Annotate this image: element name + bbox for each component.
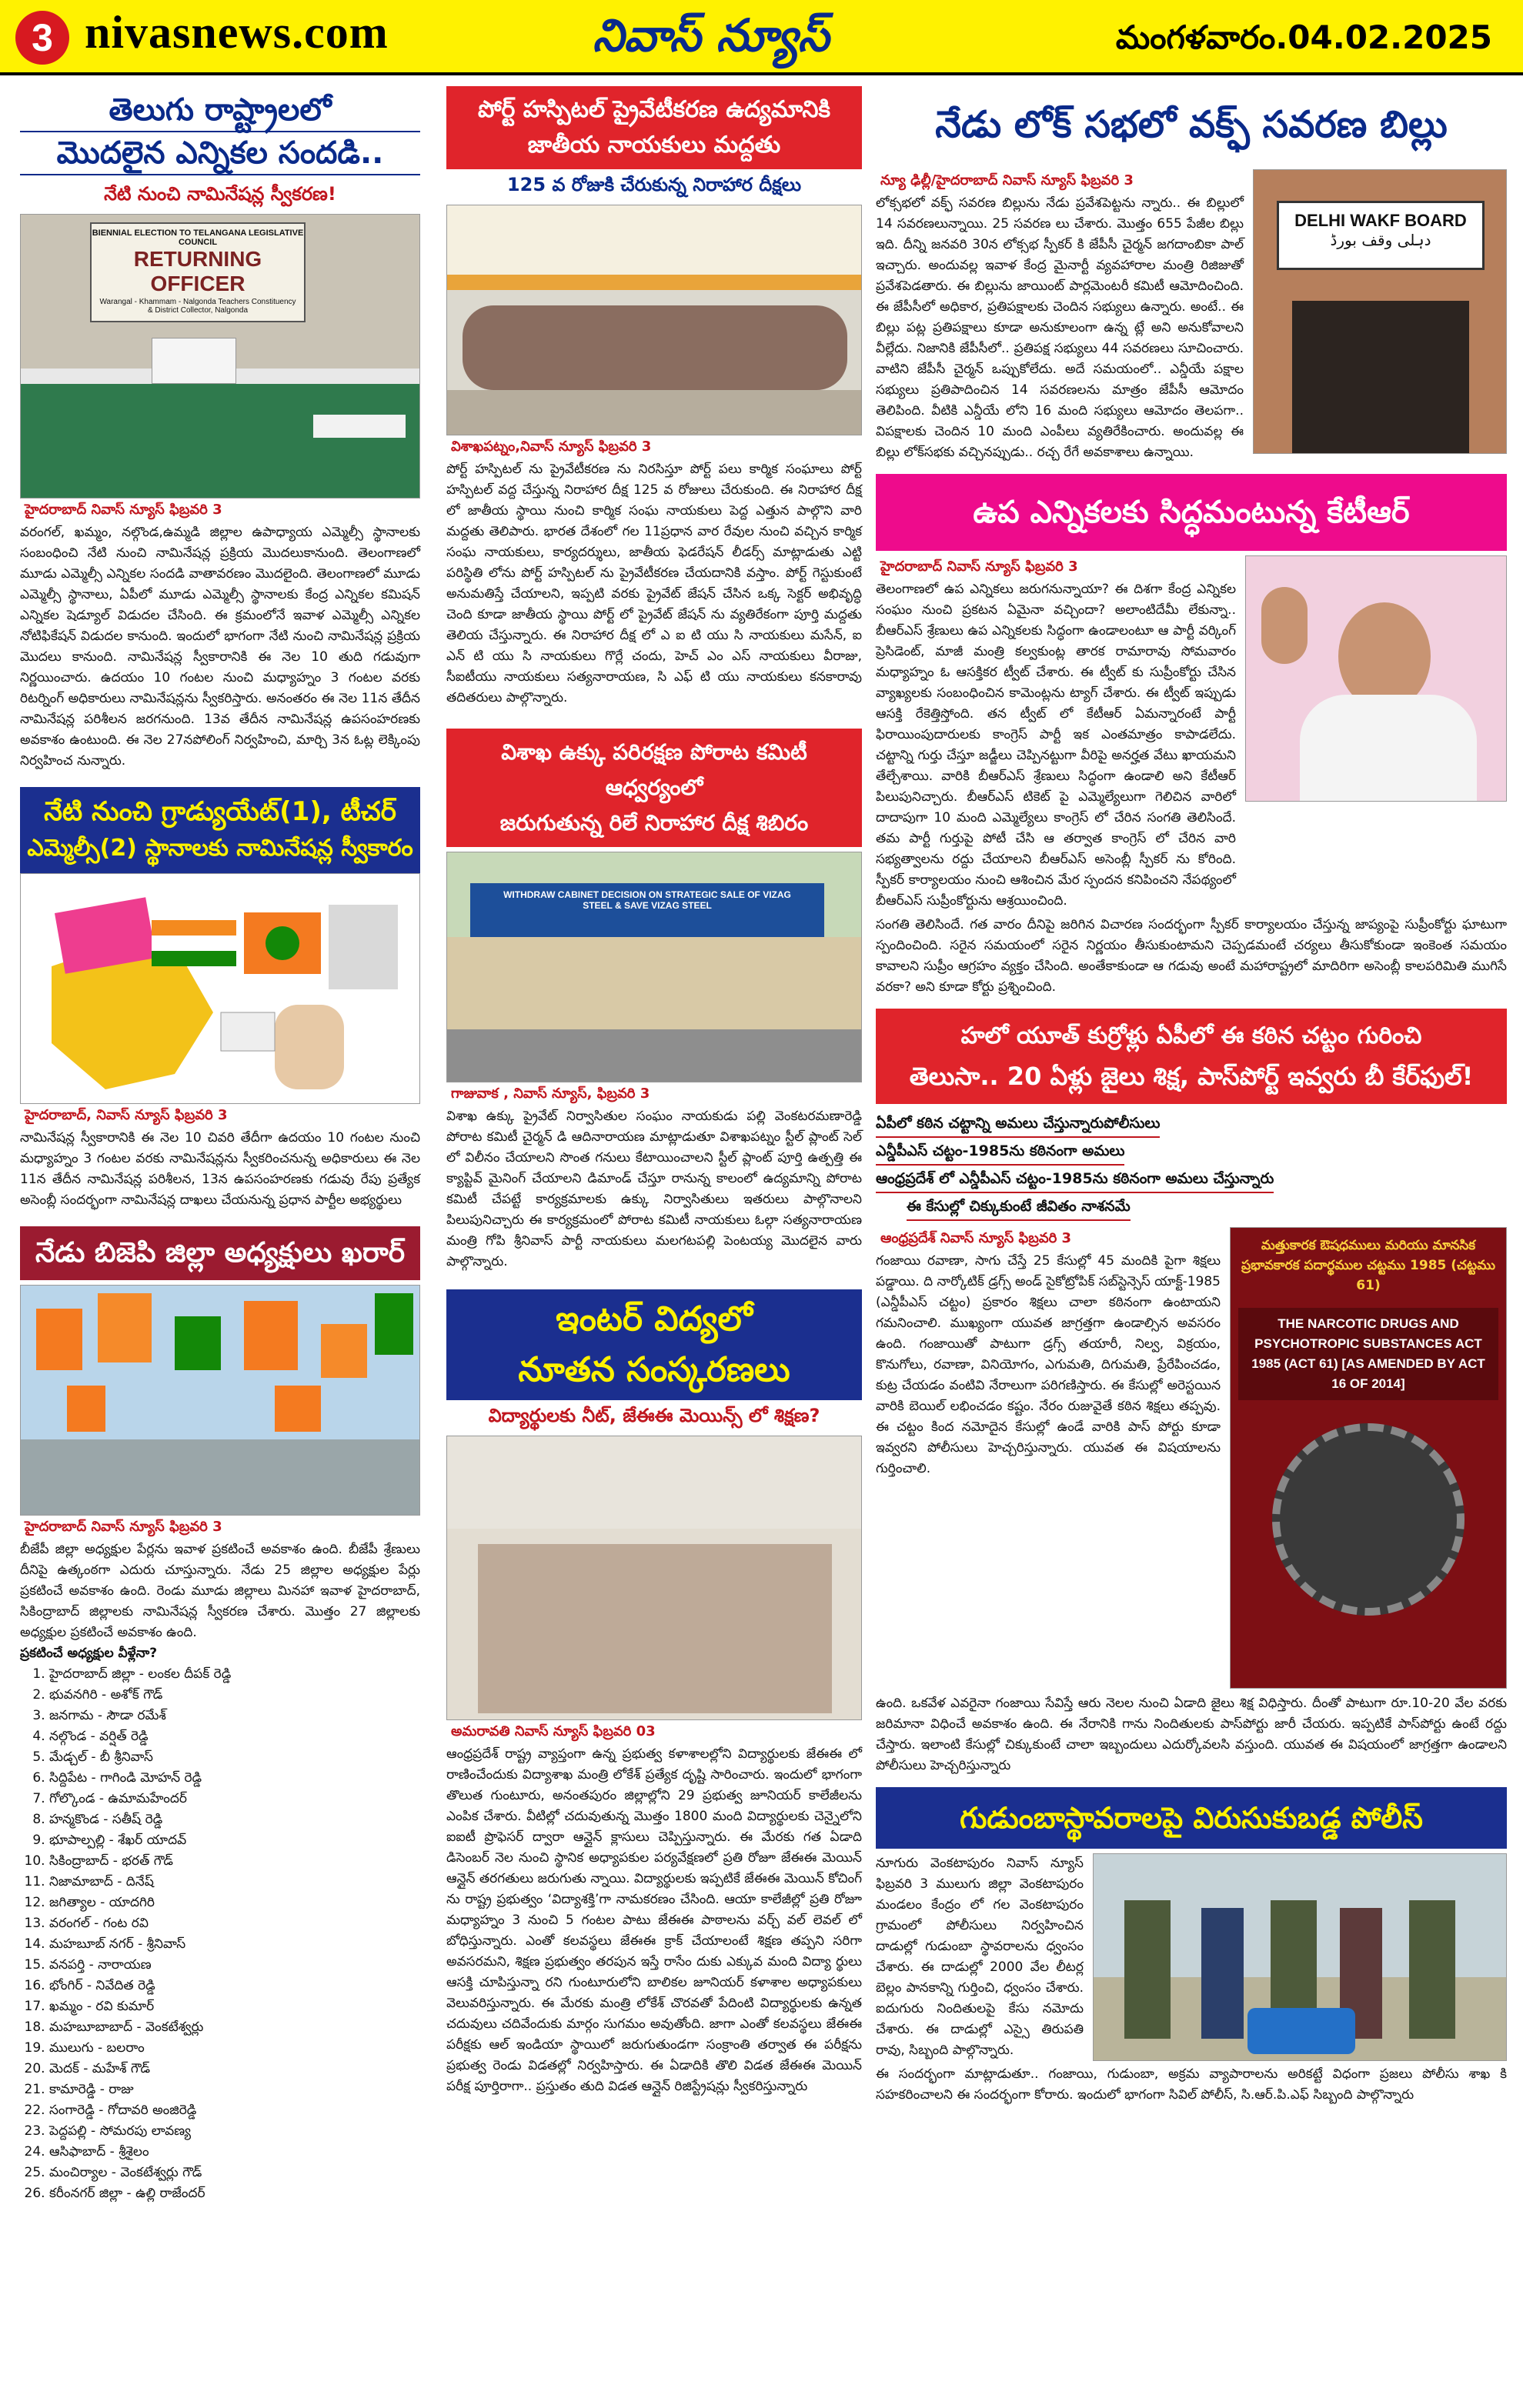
article-body: తెలంగాణలో ఉప ఎన్నికలు జరుగనున్నాయా? ఈ దిశగా కేంద్ర ఎన్నికల సంఘం నుంచి ప్రకటన ఏమైనా వచ్చిందా? అలాంటిదేమీ లేకున్నా.. బీఆర్ఎస్ శ్రేణులు ఉప ఎన్నికలకు సిద్ధంగా ఉండాలంటూ ఆ పార్టీ వర్కింగ్ ప్రెసిడెంట్, మాజీ మంత్రి కల్వకుంట్ల తారక రామారావు సోమవారం మధ్యాహ్నం ఓ ఆసక్తికర ట్వీట్ చేశారు. ఈ ట్వీట్ కు సుప్రీంకోర్టు చేసిన వ్యాఖ్యలకు సంబంధించిన కామెంట్లను ట్యాగ్ చేశారు. ఈ ట్వీట్ ఇప్పుడు ఆసక్తి రేకెత్తిస్తోంది. తన ట్వీట్ లో కేటీఆర్ ఏమన్నారంటే పార్టీ ఫిరాయింపుదారులకు కాంగ్రెస్ పార్టీ ఇక ఎంతమాత్రం కాపాడలేదు. చట్టాన్ని గుర్తు చేస్తూ జడ్జీలు చెప్పినట్టుగా వీరిపై అనర్హత వేటు ఖాయమని తేల్చేశాయి. వారికి బీఆర్ఎస్ శ్రేణులు సిద్ధంగా ఉండాలి అని కేటీఆర్ పిలుపునిచ్చారు. బీఆర్ఎస్ టికెట్ పై ఎమ్మెల్యేలుగా గెలిచిన వారిలో దాదాపుగా 10 మంది ఎమ్మెల్యేలు కాంగ్రెస్ లో చేరిన సంగతి తెలిసిందే. తమ పార్టీ గుర్తుపై పోటీ చేసి ఆ తర్వాత కాంగ్రెస్ లో చేరిన వారి సభ్యత్వాలను రద్దు చేయాలని బీఆర్ఎస్ అసెంబ్లీ స్పీకర్ ను కోరింది. స్పీకర్ కార్యాలయం నుంచి ఆశించిన మేర స్పందన కనిపించని నేపథ్యంలో బీఆర్ఎస్ సుప్రీంకోర్టును ఆశ్రయించింది. [876, 582, 1236, 909]
list-item: 24. ఆసిఫాబాద్ - శ్రీశైలం [49, 2142, 420, 2163]
subheadline: నేటి నుంచి నామినేషన్ల స్వీకరణ! [104, 183, 336, 205]
dateline: హైదరాబాద్ నివాస్ న్యూస్ ఫిబ్రవరి 3 [25, 1519, 222, 1535]
list-item: 14. మహబూబ్ నగర్ - శ్రీనివాస్ [49, 1934, 420, 1955]
headline-line: జరుగుతున్న రిలే నిరాహార దీక్ష శిబిరం [499, 810, 809, 835]
headline-line: ఎమ్మెల్సీ(2) స్థానాలకు నామినేషన్ల స్వీకారం [27, 835, 413, 862]
article-body: వరంగల్, ఖమ్మం, నల్గొండ,ఉమ్మడి జిల్లాల ఉపాధ్యాయ ఎమ్మెల్సీ స్థానాలకు సంబంధించి నేటి నుంచి నామినేషన్ల ప్రక్రియ మొదలుకానుంది. తెలంగాణలో మూడు ఎమ్మెల్సీ ఎన్నికల సందడి వాతావరణం మొదలైంది. తెలంగాణలో మూడు ఎమ్మెల్సీ స్థానాలు, ఏపీలో మూడు ఎమ్మెల్సీ స్థానాలకు కేంద్ర ఎన్నికల కమిషన్ ఎన్నికల షెడ్యూల్ విడుదల చేసింది. ఈ క్రమంలోనే ఇవాళ ఎమ్మెల్సీ ఎన్నికల నోటిఫికేషన్ విడుదల కానుంది. ఇందులో భాగంగా నేటి నుంచి నామినేషన్ల ప్రక్రియ మొదలు కానుంది. నామినేషన్ల స్వీకారానికి ఈ నెల 10 తుది గడువుగా నిర్ణయించారు. ఉదయం 10 గంటల నుంచి మధ్యాహ్నం 3 గంటల వరకు రిటర్నింగ్ అధికారులు నామినేషన్లను స్వీకరిస్తారు. అనంతరం ఈ నెల 11న తేదీన నామినేషన్ల పరిశీలన జరగనుంది. 13వ తేదీన నామినేషన్ల ఉపసంహరణకు అవకాశం ఉంటుంది. ఈ నెల 27నపోలింగ్ నిర్వహించి, మార్చి 3న ఓట్ల లెక్కింపు నిర్వహించ నున్నారు. [20, 525, 420, 769]
headline-line: ఇంటర్ విద్యలో [556, 1299, 753, 1339]
article-body: గంజాయి రవాణా, సాగు చేస్తే 25 కేసుల్లో 45 మందికి పైగా శిక్షలు పడ్డాయి. ది నార్కోటిక్ డ్రగ్స్ అండ్ సైకోట్రోపిక్ సబ్‌స్టెన్సెస్ యాక్ట్-1985 (ఎన్డీపీఎస్ చట్టం) ప్రకారం శిక్షలు చాలా కఠినంగా ఉంటాయని గమనించాలి. ముఖ్యంగా యువత జాగ్రత్తగా ఉండాల్సిన అవసరం ఉంది. గంజాయితో పాటుగా డ్రగ్స్ తయారీ, నిల్వ, విక్రయం, కొనుగోలు, రవాణా, వినియోగం, ఎగుమతి, దిగుమతి, ప్రేరేపించడం, కుట్ర చేయడం వంటివి నేరాలుగా పరిగణిస్తారు. ఈ కేసుల్లో అరెస్టయిన వారికి బెయిల్ లభించడం కష్టం. నేరం రుజువైతే కఠిన శిక్షలు తప్పవు. ఈ చట్టం కింద నమోదైన కేసుల్లో ఉండే వారికి పాస్ పోర్టు కూడా ఇవ్వరని పోలీసులు హెచ్చరిస్తున్నారు. యువత ఈ విషయాలను గుర్తించాలి. [876, 1253, 1221, 1476]
photo-exam-hall [446, 1436, 862, 1720]
list-heading: ప్రకటించే అధ్యక్షుల వీళ్లేనా? [20, 1646, 158, 1661]
headline-line: తెలుసా.. 20 ఏళ్లు జైలు శిక్ష, పాస్‌పోర్ట్ ఇవ్వరు బీ కేర్‌ఫుల్! [909, 1062, 1474, 1091]
highlight-line: ఆంధ్రప్రదేశ్ లో ఎన్డీపీఎస్ చట్టం-1985ను కఠినంగా అమలు చేస్తున్నారు [876, 1166, 1274, 1193]
poster-ndps [1230, 1227, 1507, 1689]
telangana-map-graphic [21, 874, 420, 1104]
headline-line: నూతన సంస్కరణలు [518, 1350, 790, 1389]
list-item: 25. మంచిర్యాల - వెంకటేశ్వర్లు గౌడ్ [49, 2163, 420, 2183]
headline-inter-education [446, 1289, 862, 1400]
list-item: 10. సికింద్రాబాద్ - భరత్ గౌడ్ [49, 1851, 420, 1872]
photo-bjp-flags [20, 1285, 420, 1516]
subheadline: 125 వ రోజుకి చేరుకున్న నిరాహార దీక్షలు [506, 174, 802, 195]
column-right [876, 86, 1507, 2106]
highlight-line: ఏపీలో కఠిన చట్టాన్ని అమలు చేస్తున్నారుపోలీసులు [876, 1110, 1160, 1138]
article-body: నామినేషన్ల స్వీకారానికి ఈ నెల 10 చివరి తేదీగా ఉదయం 10 గంటల నుంచి మధ్యాహ్నం 3 గంటల వరకు నామినేషన్లను స్వీకరించనున్న అధికారులు ఈ నెల 11న తేదీన నామినేషన్ల పరిశీలన, 13న ఉపసంహరణకు గడువు రేపు ప్రత్యేక అసెంబ్లీ సందర్భంగా నామినేషన్ల దాఖలు చేయనున్న ప్రధాన పార్టీల అభ్యర్థులు [20, 1130, 420, 1208]
sign-text: Warangal - Khammam - Nalgonda Teachers Constituency & District Collector, Nalgonda [99, 298, 296, 315]
list-item: 15. వనపర్తి - నారాయణ [49, 1955, 420, 1976]
headline-gudumba: గుడుంబాస్థావరాలపై విరుసుకుబడ్డ పోలీస్ [876, 1787, 1507, 1849]
dateline: హైదరాబాద్ నివాస్ న్యూస్ ఫిబ్రవరి 3 [880, 559, 1078, 575]
headline-line: హలో యూత్ కుర్రోళ్లు ఏపీలో ఈ కఠిన చట్టం గురించి [960, 1022, 1422, 1049]
article-body: పోర్ట్ హస్పిటల్ ను ప్రైవేటీకరణ ను నిరసిస్తూ పోర్ట్ పలు కార్మిక సంఘాలు పోర్ట్ హస్పిటల్ వద్ద చేస్తున్న నిరాహార దీక్ష 125 వ రోజులు చేరుకుంది. ఈ నిరాహార దీక్ష లో జాతీయ స్థాయి నుంచి కార్మిక సంఘ నాయకులు పెద్ద ఎత్తున పాల్గొని వారి మద్దతు తెలిపారు. భారత దేశంలో గల 11ప్రధాన వార రేవుల నుంచి వచ్చిన కార్మిక సంఘ నాయకులు, కార్యదర్శులు, జాతీయ ఫెడరేషన్ లీడర్స్ మాట్లాడుతు ఎట్టి పరిస్థితి లోను పోర్ట్ హస్పిటల్ ను ప్రైవేటీకరణ చేయదానికి వస్తాం. పోర్ట్ గెస్టుకుంటే అనుమతిస్తే చేయాలని, ఇప్పటి వరకు ప్రైవేట్ జేషన్ చేసిన ఒక్క సెక్టర్ అభివృద్ధి చెంది కూడా జాతీయ స్థాయి పోర్ట్ లో ప్రైవేట్ జేషన్ ను వ్యతిరేకంగా పూర్తి మద్దతు తెలియ చేస్తున్నారు. ఈ నిరాహార దీక్ష లో ఎ ఐ టి యు సి నాయకులు మసేన్, ఐ ఎన్ టి యు సి నాయకులు గొర్లే చందు, హెచ్ ఎం ఎస్ నాయకులు వీరాజు, సీఐటీయు నాయకులు సత్యనారాయణ, సి ఎఫ్ టి యు నాయకులు కనకారావు తదితరులు పాల్గొన్నారు. [446, 462, 862, 705]
list-item: 22. సంగారెడ్డి - గోదావరి అంజిరెడ్డి [49, 2100, 420, 2121]
sign-text: DELHI WAKF BOARD [1294, 211, 1467, 230]
poster-text: THE NARCOTIC DRUGS AND PSYCHOTROPIC SUBSTANCES ACT 1985 (ACT 61) [AS AMENDED BY ACT 16 OF 2014] [1238, 1308, 1498, 1400]
photo-police-raid [1093, 1853, 1507, 2061]
headline-bjp: నేడు బిజెపి జిల్లా అధ్యక్షులు ఖరార్ [20, 1226, 420, 1280]
column-left [20, 86, 420, 2204]
article-body: లోక్సభలో వక్ఫ్ సవరణ బిల్లును నేడు ప్రవేశపెట్టను న్నారు.. ఈ బిల్లులో 14 సవరణలున్నాయి. 25 సవరణ లు చేశారు. మొత్తం 655 పేజీల బిల్లు ఇది. దీన్ని జనవరి 30న లోక్సభ స్పీకర్ కి జేపీసీ చైర్మన్ జగదాంబికా పాల్ ఇచ్చారు. అందువల్ల ఇవాళ కేంద్ర మైనార్టీ వ్యవహారాల మంత్రి రిజిజుతో ప్రవేశపెడతారు. ఈ బిల్లును జాయింట్ పార్లమెంటరీ కమిటీ ఆమోదించింది. ఈ జేపీసీలో అధికార, ప్రతిపక్షాలకు చెందిన సభ్యులు ఉన్నారు. అంటే.. ఈ బిల్లు పట్ల ప్రతిపక్షాలు కూడా అనుకూలంగా ఉన్న ట్లే అని అనుకోవాలని వీల్లేదు. నిజానికి జేపీసీలో.. ప్రతిపక్ష సభ్యులు 44 సవరణలు సూచించారు. వాటిని జేపీసీ చైర్మన్ ఒప్పుకోలేదు. అదే సమయంలో.. ఎన్డీయే పక్షాల సభ్యులు ప్రతిపాదించిన 14 సవరణలను మాత్రం జేపీసీ ఆమోదం తెలిపింది. వీటికి ఎన్డీయే లోని 16 మంది సభ్యులు ఆమోదం తెలపగా.. విపక్షాలకు చెందిన 10 మంది ఎంపీలు వ్యతిరేకించారు. అందువల్ల ఈ బిల్లు లోక్‌సభకు వచ్చినప్పుడు.. రచ్చ రేగే అవకాశాలు ఉన్నాయి. [876, 195, 1244, 460]
dateline: విశాఖపట్నం,నివాస్ న్యూస్ ఫిబ్రవరి 3 [451, 439, 652, 455]
poster-text: మత్తుకారక ఔషధములు మరియు మానసిక ప్రభావకారక పదార్థముల చట్టము 1985 (చట్టము 61) [1241, 1238, 1495, 1293]
dateline: న్యూ ఢిల్లీ/హైదరాబాద్ నివాస్ న్యూస్ ఫిబ్రవరి 3 [880, 172, 1134, 188]
dateline: గాజువాక , నివాస్ న్యూస్, ఫిబ్రవరి 3 [451, 1086, 650, 1102]
photo-party-map [20, 873, 420, 1104]
headline-elections [20, 86, 420, 178]
banner-text: WITHDRAW CABINET DECISION ON STRATEGIC SALE OF VIZAG STEEL & SAVE VIZAG STEEL [470, 883, 824, 937]
headline-port-hospital [446, 86, 862, 169]
headline-line: పోర్ట్ హస్పిటల్ ప్రైవేటీకరణ ఉద్యమానికి [477, 96, 831, 123]
list-item: 6. సిద్దిపేట - గాగిండి మోహన్ రెడ్డి [49, 1768, 420, 1789]
headline-line: విశాఖ ఉక్కు పరిరక్షణ పోరాట కమిటీ ఆధ్వర్యంలో [501, 739, 807, 800]
dateline: ఆంధ్రప్రదేశ్ నివాస్ న్యూస్ ఫిబ్రవరి 3 [880, 1230, 1072, 1246]
list-item: 21. కామారెడ్డి - రాజు [49, 2079, 420, 2100]
list-item: 4. నల్గొండ - వర్షిత్ రెడ్డి [49, 1726, 420, 1747]
list-item: 23. పెద్దపల్లి - సోమరపు లావణ్య [49, 2121, 420, 2142]
photo-caption: ఈ సందర్భంగా మాట్లాడుతూ.. గంజాయి, గుడుంబా, అక్రమ వ్యాపారాలను అరికట్టే విధంగా ప్రజలు పోలీసు శాఖ కి సహకరించాలని ఈ సందర్భంగా కోరారు. ఇందులో భాగంగా సివిల్ పోలీస్, సి.ఆర్.పి.ఎఫ్ సిబ్బంది పాల్గొన్నారు [876, 2066, 1507, 2103]
article-body: విశాఖ ఉక్కు ప్రైవేట్ నిర్వాసితుల సంఘం నాయకుడు పల్లి వెంకటరమణారెడ్డి పోరాట కమిటీ చైర్మన్ డి ఆదినారాయణ మాట్లాడుతూ విశాఖపట్నం స్టీల్ ప్లాంట్ సెల్ లో విలీనం చేయాలని సొంత గనులు కేటాయించాలని స్టీల్ ప్లాంట్ పూర్తి ఉత్పత్తి ఈ క్యాప్టివ్ మైనింగ్ చేయాలని డిమాండ్ చేస్తూ రానున్న కాలంలో ఉద్యమాన్ని పోరాట కమిటీ చేపట్టే కార్యక్రమాలకు ఉక్కు నిర్వాసితులు ఇతరులు పాల్గొనాలని పిలుపునిచ్చారు ఈ కార్యక్రమంలో పోరాట కమిటీ నాయకులు ఓల్గా సత్యనారాయణ మంత్రి గోపి శ్రీనివాస్ పార్టీ నాయకులు మలగటపల్లి పెంటయ్య మొదలైన వారు పాల్గొన్నారు. [446, 1109, 862, 1269]
list-item: 7. గోల్కొండ - ఉమామహేందర్ [49, 1789, 420, 1809]
headline-waqf-bill: నేడు లోక్ సభలో వక్ఫ్ సవరణ బిల్లు [876, 86, 1507, 163]
list-item: 19. ములుగు - బలరాం [49, 2038, 420, 2059]
list-item: 18. మహబూబాబాద్ - వెంకటేశ్వర్లు [49, 2017, 420, 2038]
article-body: నూగురు వెంకటాపురం నివాస్ న్యూస్ ఫిబ్రవరి 3 ములుగు జిల్లా వెంకటాపురం మండలం కేంద్రం లో గల వెంకటాపురం గ్రామంలో పోలీసులు నిర్వహించిన దాడుల్లో గుడుంబా స్థావరాలను ధ్వంసం చేశారు. ఈ దాడుల్లో 2000 వేల లీటర్ల బెల్లం పానకాన్ని గుర్తించి, ధ్వంసం చేశారు. ఐదుగురు నిందితులపై కేసు నమోదు చేశారు. ఈ దాడుల్లో ఎస్సై తిరుపతి రావు, సిబ్బంది పాల్గొన్నారు. [876, 1856, 1084, 2058]
headline-line: మొదలైన ఎన్నికల సందడి.. [20, 131, 420, 175]
list-item: 9. భూపాల్పల్లి - శేఖర్ యాదవ్ [49, 1830, 420, 1851]
issue-date: మంగళవారం.04.02.2025 [1115, 18, 1492, 56]
list-item: 1. హైదరాబాద్ జిల్లా - లంకల దీపక్ రెడ్డి [49, 1664, 420, 1685]
list-item: 20. మెదక్ - మహేశ్ గౌడ్ [49, 2059, 420, 2079]
article-body-continued: ఉంది. ఒకవేళ ఎవరైనా గంజాయి సేవిస్తే ఆరు నెలల నుంచి ఏడాది జైలు శిక్ష విధిస్తారు. దీంతో పాటుగా రూ.10-20 వేల వరకు జరిమానా విధించే అవకాశం ఉంది. ఈ నేరానికి గాను నిందితులకు పాస్‌పోర్టు జారీ చేయరు. ఇప్పటికే పాస్‌పోర్టు ఉంటే రద్దు చేస్తారు. ఇలాంటి కేసుల్లో చిక్కుకుంటే చాలా ఇబ్బందులు ఎదుర్కోవలసి వస్తుంది. యువత ఈ విషయంలో జాగ్రత్తగా ఉండాలని పోలీసులు హెచ్చరిస్తున్నారు [876, 1696, 1507, 1773]
headline-line: నేటి నుంచి గ్రాడ్యుయేట్(1), టీచర్ [44, 796, 396, 827]
page-number: 3 [15, 11, 69, 65]
photo-waqf-board [1253, 169, 1507, 454]
president-list [20, 1664, 420, 2204]
sign-text: BIENNIAL ELECTION TO TELANGANA LEGISLATIVE COUNCIL [92, 228, 304, 247]
article-body: బీజేపీ జిల్లా అధ్యక్షుల పేర్లను ఇవాళ ప్రకటించే అవకాశం ఉంది. బీజేపీ శ్రేణులు దీనిపై ఉత్కంఠగా ఎదురు చూస్తున్నారు. నేడు 25 జిల్లాల అధ్యక్షుల పేర్లు ప్రకటించే అవకాశం ఉంది. రెండు మూడు జిల్లాలు మినహా ఇవాళ హైదరాబాద్, సికింద్రాబాద్ జిల్లాలకు నామినేషన్ల స్వీకరణ చేశారు. మొత్తం 27 జిల్లాలకు అధ్యక్షుల ప్రకటించే అవకాశం ఉంది. [20, 1542, 420, 1640]
photo-ktr [1245, 555, 1507, 802]
column-middle [446, 86, 862, 2097]
article-body-continued: సంగతి తెలిసిందే. గత వారం దీనిపై జరిగిన విచారణ సందర్భంగా స్పీకర్ కార్యాలయం చేస్తున్న జాప్యంపై సుప్రీంకోర్టు ఘాటుగా స్పందించింది. సరైన సమయంలో సరైన నిర్ణయం తీసుకుంటామని చెప్పడమంటే చర్యలు తీసుకోకుండా ఇంకెంత సమయం కావాలని సుప్రీం ఆగ్రహం వ్యక్తం చేసింది. అంతేకాకుండా ఆ గడువు అంటే మహారాష్ట్రలో మాదిరిగా అసెంబ్లీ కాలపరిమితి ముగిసే వరకా? అని కూడా కోర్టు ప్రశ్నించింది. [876, 917, 1507, 995]
photo-returning-officer [20, 214, 420, 499]
dateline: హైదరాబాద్ నివాస్ న్యూస్ ఫిబ్రవరి 3 [25, 502, 222, 518]
masthead [0, 0, 1523, 75]
subheadline: విద్యార్థులకు నీట్, జేఈఈ మెయిన్స్ లో శిక్షణ? [488, 1405, 820, 1426]
list-item: 16. భోంగిర్ - నివేదిత రెడ్డి [49, 1976, 420, 1996]
headline-graduate-teacher [20, 787, 420, 873]
list-item: 13. వరంగల్ - గంట రవి [49, 1913, 420, 1934]
brand-logo: నివాస్ న్యూస్ [593, 9, 830, 62]
list-item: 2. భువనగిరి - అశోక్ గౌడ్ [49, 1685, 420, 1706]
ndps-highlights [876, 1104, 1507, 1227]
dateline: హైదరాబాద్, నివాస్ న్యూస్ ఫిబ్రవరి 3 [25, 1107, 228, 1123]
list-item: 17. ఖమ్మం - రవి కుమార్ [49, 1996, 420, 2017]
list-item: 3. జనగామ - సౌడా రమేశ్ [49, 1706, 420, 1726]
headline-ndps-act [876, 1009, 1507, 1104]
photo-relay-strike [446, 852, 862, 1082]
list-item: 26. కరీంనగర్ జిల్లా - ఉల్లి రాజేందర్ [49, 2183, 420, 2204]
highlight-line: ఎన్డీపీఎస్ చట్టం-1985ను కఠినంగా అమలు [876, 1138, 1124, 1166]
headline-line: తెలుగు రాష్ట్రాలలో [109, 92, 332, 128]
photo-hunger-strike [446, 205, 862, 435]
sign-text: RETURNING OFFICER [133, 247, 262, 295]
highlight-line: ఈ కేసుల్లో చిక్కుకుంటే జీవితం నాశనమే [907, 1193, 1131, 1221]
headline-line: జాతీయ నాయకులు మద్దతు [527, 132, 781, 158]
site-name[interactable]: nivasnews.com [85, 7, 389, 58]
headline-ktr: ఉప ఎన్నికలకు సిద్ధమంటున్న కేటీఆర్ [876, 474, 1507, 551]
article-body: ఆంధ్రప్రదేశ్ రాష్ట్ర వ్యాప్తంగా ఉన్న ప్రభుత్వ కళాశాలల్లోని విద్యార్థులకు జేఈఈ లో రాణించేందుకు విద్యాశాఖ మంత్రి లోకేశ్ ప్రత్యేక దృష్టి సారించారు. ఇందులో భాగంగా తొలుత గుంటూరు, అనంతపురం జిల్లాల్లోని 29 ప్రభుత్వ జూనియర్ కాలేజీలను ఎంపిక చేశారు. వీటిల్లో చదువుతున్న మొత్తం 1800 మంది విద్యార్థులకు చెన్నైలోని ఐఐటీ ప్రొఫెసర్ ద్వారా ఆన్లైన్ క్లాసులు చెప్పిస్తున్నారు. ఈ మేరకు గత ఏడాది డిసెంబర్ నెల నుంచి స్థానిక అధ్యాపకుల పర్యవేక్షణలో ప్రతి రోజూ జేఈఈ మెయిన్ ఆన్లైన్ తరగతులు జరుగుతు న్నాయి. విద్యార్థులకు ఇప్పటికే జేఈఈ మెయిన్ కోచింగ్ ను రాష్ట్ర ప్రభుత్వం ‘విద్యాశక్తి’గా నామకరణం చేసింది. ఆయా కాలేజీల్లో ప్రతి రోజూ మధ్యాహ్నం 3 నుంచి 5 గంటల పాటు జేఈఈ పాఠాలను వర్చ్ వల్ లెవల్ లో బోధిస్తున్నారు. ఎంతో కలవస్థలు జేఈఈ క్రాక్ చేయాలంటే శిక్షణ తప్పని సరిగా అవసరమని, శిక్షణ ప్రభుత్వం తరపున ఇస్తే రాసేం దుకు ఎక్కువ మంది విద్యా ర్థులు ఆసక్తి చూపిస్తున్నా రని గుంటూరులోని బాలికల జూనియర్ కళాశాల అధ్యాపకులు వెలువరిస్తున్నారు. ఈ మేరకు మంత్రి లోకేశ్ చొరవతో పేదింటి విద్యార్థులకు ఉన్నత చదువులు చదివేందుకు మార్గం సుగమం అవుతోంది. జాగా ఎంతో కలవస్థలు జేఈఈ పరీక్షకు ఆల్ ఇండియా స్థాయిలో జరుగుతుండగా సంక్రాంతి తర్వాత ఈ పరీక్షను ప్రభుత్వ రెండు విడతల్లో నిర్వహిస్తారు. ఈ ఏడాదికి తొలి విడత జేఈఈ మెయిన్ పరీక్ష పూర్తిరాగా.. ప్రస్తుతం తుది విడత ఆన్లైన్ రిజిస్ట్రేషన్లు స్వీకరిస్తున్నారు [446, 1746, 862, 2094]
list-item: 5. మేడ్చల్ - బీ శ్రీనివాస్ [49, 1747, 420, 1768]
sign-text: دہلی وقف بورڈ [1330, 231, 1431, 249]
list-item: 12. జగిత్యాల - యాదగిరి [49, 1893, 420, 1913]
headline-vizag-steel [446, 729, 862, 847]
list-item: 8. హన్మకొండ - సతీష్ రెడ్డి [49, 1809, 420, 1830]
list-item: 11. నిజామాబాద్ - దినేష్ [49, 1872, 420, 1893]
dateline: అమరావతి నివాస్ న్యూస్ ఫిబ్రవరి 03 [451, 1723, 656, 1739]
